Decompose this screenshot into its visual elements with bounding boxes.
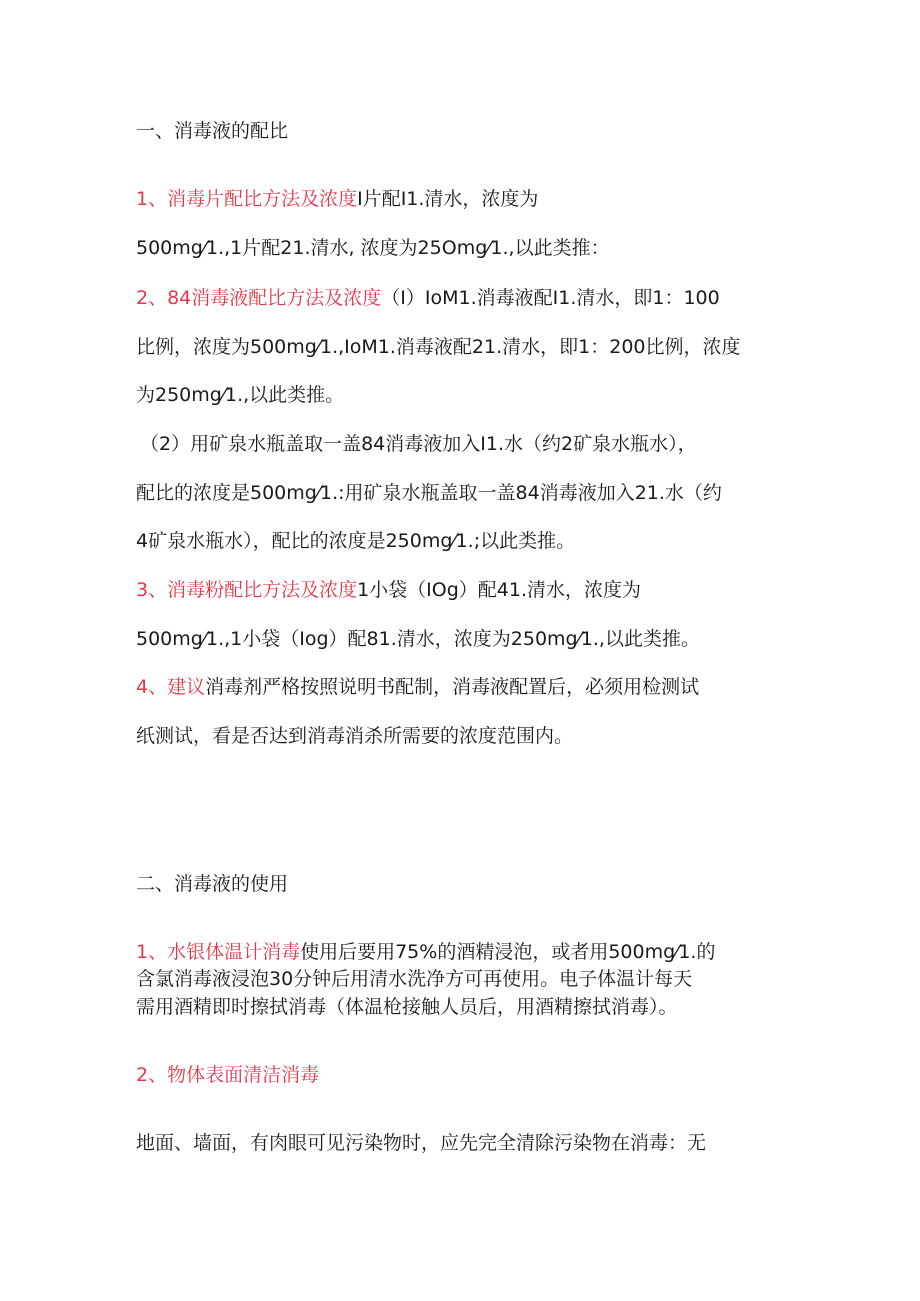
s2-item2-title: 2、物体表面清洁消毒 <box>136 1064 320 1086</box>
s2-item1-title: 1、水银体温计消毒 <box>136 941 301 963</box>
s1-item1-line2: 500mg⁄1.,1片配21.清水, 浓度为25Omg⁄1.,以此类推： <box>136 237 610 259</box>
s2-paragraph: 地面、墙面，有肉眼可见污染物时，应先完全清除污染物在消毒：无 <box>136 1132 707 1154</box>
section2-heading: 二、消毒液的使用 <box>136 873 289 895</box>
s1-item1-title: 1、消毒片配比方法及浓度 <box>136 188 358 210</box>
s1-item2-text: （I）IoM1.消毒液配I1.清水，即1：100 <box>381 287 720 309</box>
s1-item2-sub-line1: （2）用矿泉水瓶盖取一盖84消毒液加入I1.水（约2矿泉水瓶水）， <box>140 433 697 455</box>
s2-item1-line1 <box>136 940 715 964</box>
s1-item4-text: 消毒剂严格按照说明书配制，消毒液配置后，必须用检测试 <box>205 676 700 698</box>
s1-item2-sub-line2: 配比的浓度是500mg⁄1.:用矿泉水瓶盖取一盖84消毒液加入21.水（约 <box>136 482 722 504</box>
s1-item2-line3: 为250mg⁄1.,以此类推。 <box>136 384 345 406</box>
s2-item1-text: 使用后要用75%的酒精浸泡，或者用500mg⁄1.的 <box>300 941 716 963</box>
s1-item3-line2: 500mg⁄1.,1小袋（Iog）配81.清水，浓度为250mg⁄1.,以此类推。 <box>136 628 700 650</box>
s1-item3-title: 3、消毒粉配比方法及浓度 <box>136 579 358 601</box>
section1-heading: 一、消毒液的配比 <box>136 120 289 142</box>
s1-item2-title: 2、84消毒液配比方法及浓度 <box>136 287 382 309</box>
s1-item1-text: I片配I1.清水，浓度为 <box>357 188 539 210</box>
s1-item2-line2: 比例，浓度为500mg⁄1.,IoM1.消毒液配21.清水，即1：200比例，浓度 <box>136 336 741 358</box>
s2-item1-line3: 需用酒精即时擦拭消毒（体温枪接触人员后，用酒精擦拭消毒）。 <box>136 996 678 1018</box>
s1-item3-text: 1小袋（IOg）配41.清水，浓度为 <box>357 579 642 601</box>
s1-item3-line1 <box>136 578 641 602</box>
s1-item4-line1 <box>136 675 699 699</box>
s1-item4-title: 4、建议 <box>136 676 206 698</box>
s1-item2-sub-line3: 4矿泉水瓶水），配比的浓度是250mg⁄1.;以此类推。 <box>136 530 576 552</box>
s1-item2-line1 <box>136 286 720 310</box>
s2-item1-line2: 含氯消毒液浸泡30分钟后用清水洗净方可再使用。电子体温计每天 <box>136 968 693 990</box>
s1-item4-line2: 纸测试，看是否达到消毒消杀所需要的浓度范围内。 <box>136 725 574 747</box>
s1-item1-line1 <box>136 187 538 211</box>
